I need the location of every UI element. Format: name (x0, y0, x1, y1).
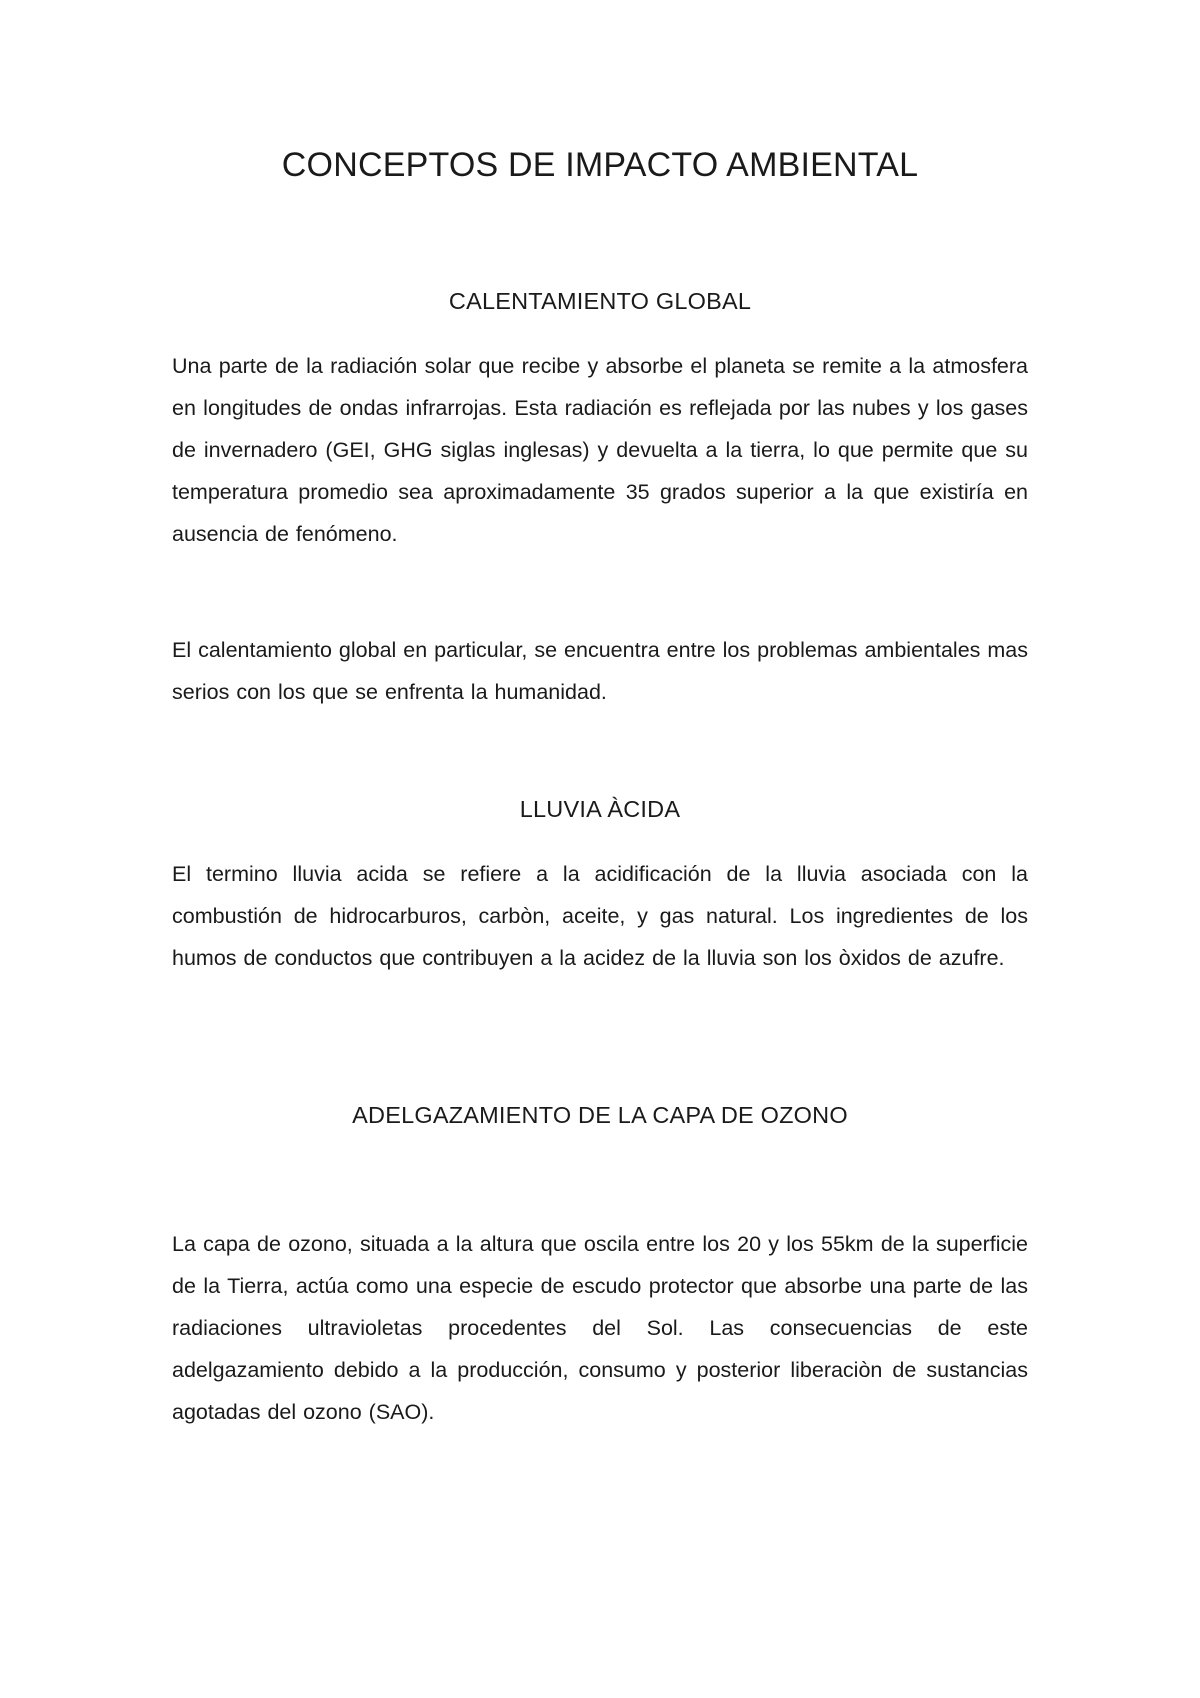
section-heading-capa-ozono: ADELGAZAMIENTO DE LA CAPA DE OZONO (352, 1102, 848, 1128)
paragraph-capa-ozono: La capa de ozono, situada a la altura que oscila entre los 20 y los 55km de la superficie de la Tierra, actúa como una especie de escudo protector que absorbe una parte de las radiaciones ultravioletas procedentes del Sol. Las consecuencias de este adelgazamiento debido a la producción, consumo y posterior liberaciòn de sustancias agotadas del ozono (SAO). (172, 1232, 1028, 1424)
section-heading-calentamiento-global: CALENTAMIENTO GLOBAL (448, 288, 752, 314)
section-heading-lluvia-acida: LLUVIA ÀCIDA (519, 796, 681, 822)
paragraph-calentamiento-1: Una parte de la radiación solar que recibe y absorbe el planeta se remite a la atmosfera en longitudes de ondas infrarrojas. Esta radiación es reflejada por las nubes y los gases de invernadero (GEI, GHG siglas inglesas) y devuelta a la tierra, lo que permite que su temperatura promedio sea aproximadamente 35 grados superior a la que existiría en ausencia de fenómeno. (172, 354, 1028, 546)
paragraph-calentamiento-2: El calentamiento global en particular, se encuentra entre los problemas ambientales mas serios con los que se enfrenta la humanidad. (172, 638, 1028, 704)
paragraph-lluvia-acida: El termino lluvia acida se refiere a la acidificación de la lluvia asociada con la combustión de hidrocarburos, carbòn, aceite, y gas natural. Los ingredientes de los humos de conductos que contribuyen a la acidez de la lluvia son los òxidos de azufre. (172, 862, 1028, 970)
document-title: CONCEPTOS DE IMPACTO AMBIENTAL (281, 146, 919, 184)
